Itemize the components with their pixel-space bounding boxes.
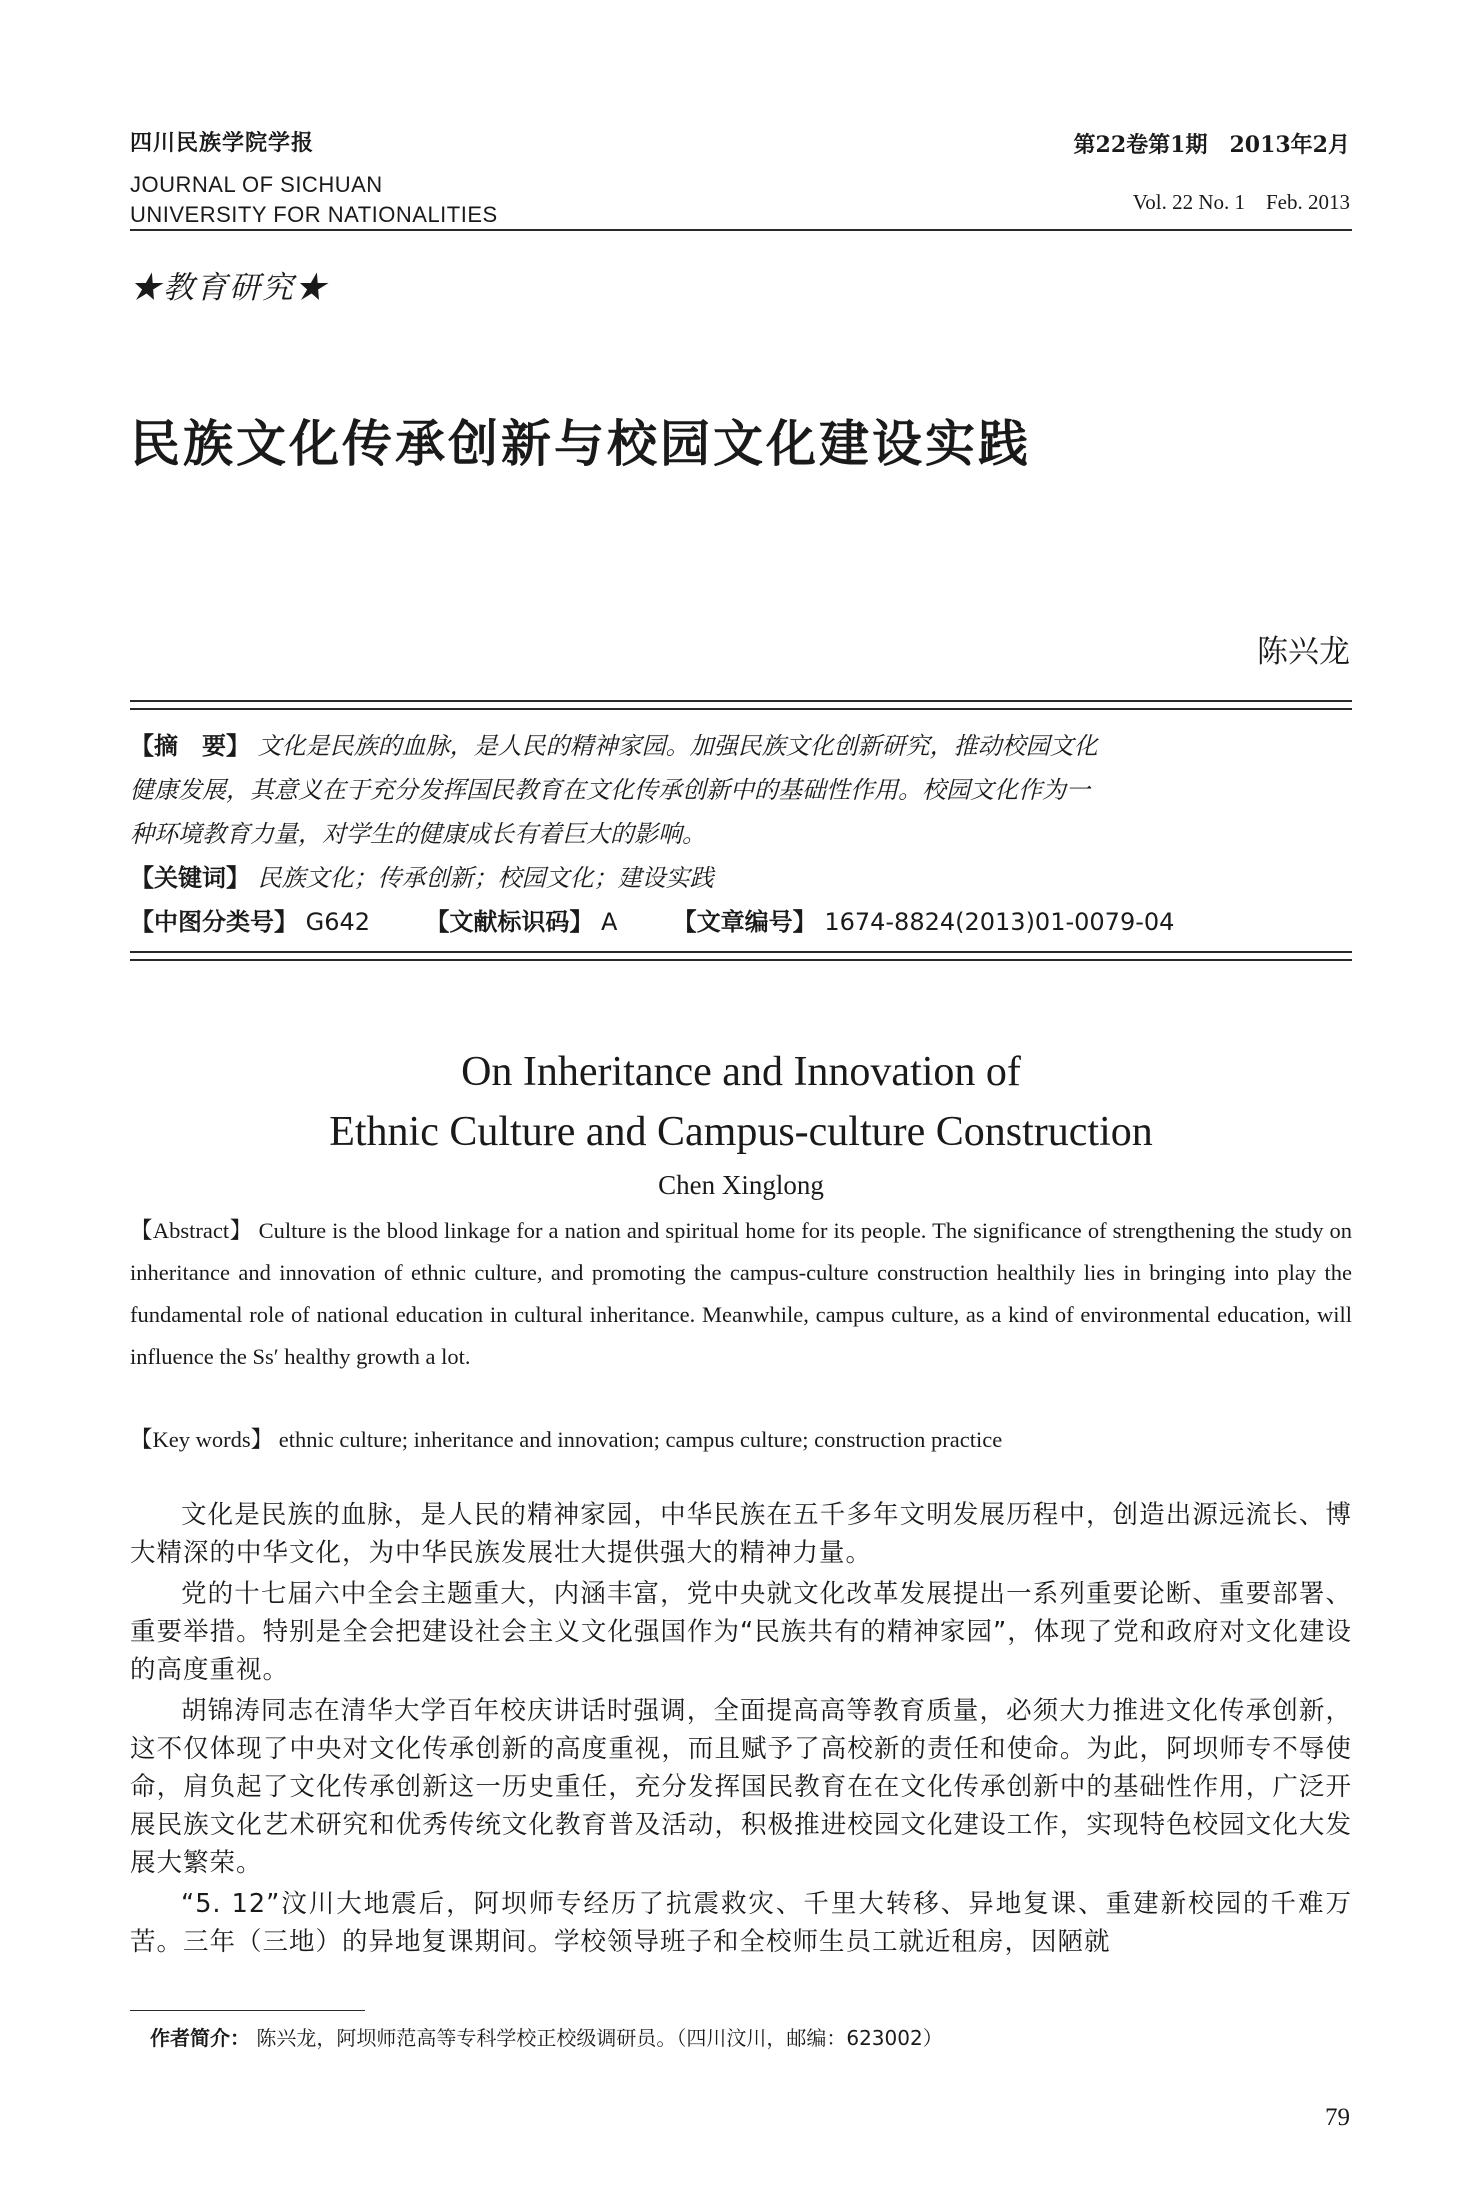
footnote-label: 作者简介：	[150, 2026, 250, 2050]
body-paragraph-2: 党的十七届六中全会主题重大，内涵丰富，党中央就文化改革发展提出一系列重要论断、重要部署、重要举措。特别是全会把建设社会主义文化强国作为“民族共有的精神家园”，体现了党和政府对文化建设的高度重视。	[130, 1579, 1352, 1685]
abstract-line	[130, 724, 1352, 768]
english-title-line2: Ethnic Culture and Campus-culture Construction	[329, 1109, 1153, 1155]
english-title-line1: On Inheritance and Innovation of	[461, 1049, 1021, 1095]
english-keywords	[130, 1419, 1352, 1461]
abstract-top-rule	[130, 700, 1352, 710]
keywords-label: 【关键词】	[130, 864, 250, 892]
clc-value: G642	[305, 908, 371, 936]
article-body	[130, 1496, 1352, 1964]
header-rule	[130, 229, 1352, 231]
english-abstract-text: Culture is the blood linkage for a nation and spiritual home for its people. The significance of strengthening the study on inheritance and innovation of ethnic culture, and promoting the campus-culture construction healthily lies in bringing into play the fundamental role of national education in cultural inheritance. Meanwhile, campus culture, as a kind of environmental education, will influence the Ss′ healthy growth a lot.	[130, 1218, 1353, 1369]
volume-issue-en: Vol. 22 No. 1 Feb. 2013	[1132, 190, 1350, 214]
page-number: 79	[1325, 2104, 1350, 2131]
article-no-value: 1674-8824(2013)01-0079-04	[824, 908, 1175, 936]
english-abstract	[130, 1210, 1352, 1378]
column-heading: ★教育研究★	[130, 270, 328, 306]
volume-issue-cn: 第22卷第1期 2013年2月	[1073, 132, 1350, 158]
abstract-text-1: 文化是民族的血脉，是人民的精神家园。加强民族文化创新研究，推动校园文化	[257, 732, 1098, 760]
article-no-label: 【文章编号】	[672, 908, 817, 936]
english-keywords-text: ethnic culture; inheritance and innovation; campus culture; construction practice	[278, 1427, 1003, 1452]
author-name: 陈兴龙	[1257, 634, 1350, 670]
journal-name-en-line1: JOURNAL OF SICHUAN	[130, 172, 383, 197]
journal-name-cn: 四川民族学院学报	[130, 131, 315, 156]
article-title: 民族文化传承创新与校园文化建设实践	[130, 415, 1031, 473]
doc-code-label: 【文献标识码】	[425, 908, 594, 936]
keywords-line	[130, 856, 1352, 900]
doc-code-value: A	[600, 908, 618, 936]
abstract-bottom-rule	[130, 951, 1352, 961]
body-paragraph-1: 文化是民族的血脉，是人民的精神家园，中华民族在五千多年文明发展历程中，创造出源远流长、博大精深的中华文化，为中华民族发展壮大提供强大的精神力量。	[130, 1500, 1352, 1568]
journal-name-en-line2: UNIVERSITY FOR NATIONALITIES	[130, 202, 498, 227]
abstract-text-2: 健康发展，其意义在于充分发挥国民教育在文化传承创新中的基础性作用。校园文化作为一	[130, 776, 1090, 804]
body-paragraph-3: 胡锦涛同志在清华大学百年校庆讲话时强调，全面提高高等教育质量，必须大力推进文化传承创新，这不仅体现了中央对文化传承创新的高度重视，而且赋予了高校新的责任和使命。为此，阿坝师专不辱使命，肩负起了文化传承创新这一历史重任，充分发挥国民教育在在文化传承创新中的基础性作用，广泛开展民族文化艺术研究和优秀传统文化教育普及活动，积极推进校园文化建设工作，实现特色校园文化大发展大繁荣。	[130, 1696, 1352, 1878]
keywords-text: 民族文化；传承创新；校园文化；建设实践	[257, 864, 714, 892]
chinese-abstract-block	[130, 724, 1352, 944]
abstract-label: 【摘 要】	[130, 732, 250, 760]
footnote-rule	[130, 2010, 365, 2011]
footnote-text: 陈兴龙，阿坝师范高等专科学校正校级调研员。（四川汶川，邮编：623002）	[256, 2026, 943, 2050]
author-footnote	[150, 2022, 943, 2051]
english-abstract-label: 【Abstract】	[130, 1218, 253, 1243]
english-author: Chen Xinglong	[658, 1170, 824, 1200]
abstract-text-3: 种环境教育力量，对学生的健康成长有着巨大的影响。	[130, 820, 706, 848]
body-paragraph-4: “5. 12”汶川大地震后，阿坝师专经历了抗震救灾、千里大转移、异地复课、重建新校园的千难万苦。三年（三地）的异地复课期间。学校领导班子和全校师生员工就近租房，因陋就	[130, 1889, 1352, 1957]
clc-label: 【中图分类号】	[130, 908, 298, 936]
classification-line	[130, 900, 1352, 944]
english-keywords-label: 【Key words】	[130, 1427, 274, 1452]
